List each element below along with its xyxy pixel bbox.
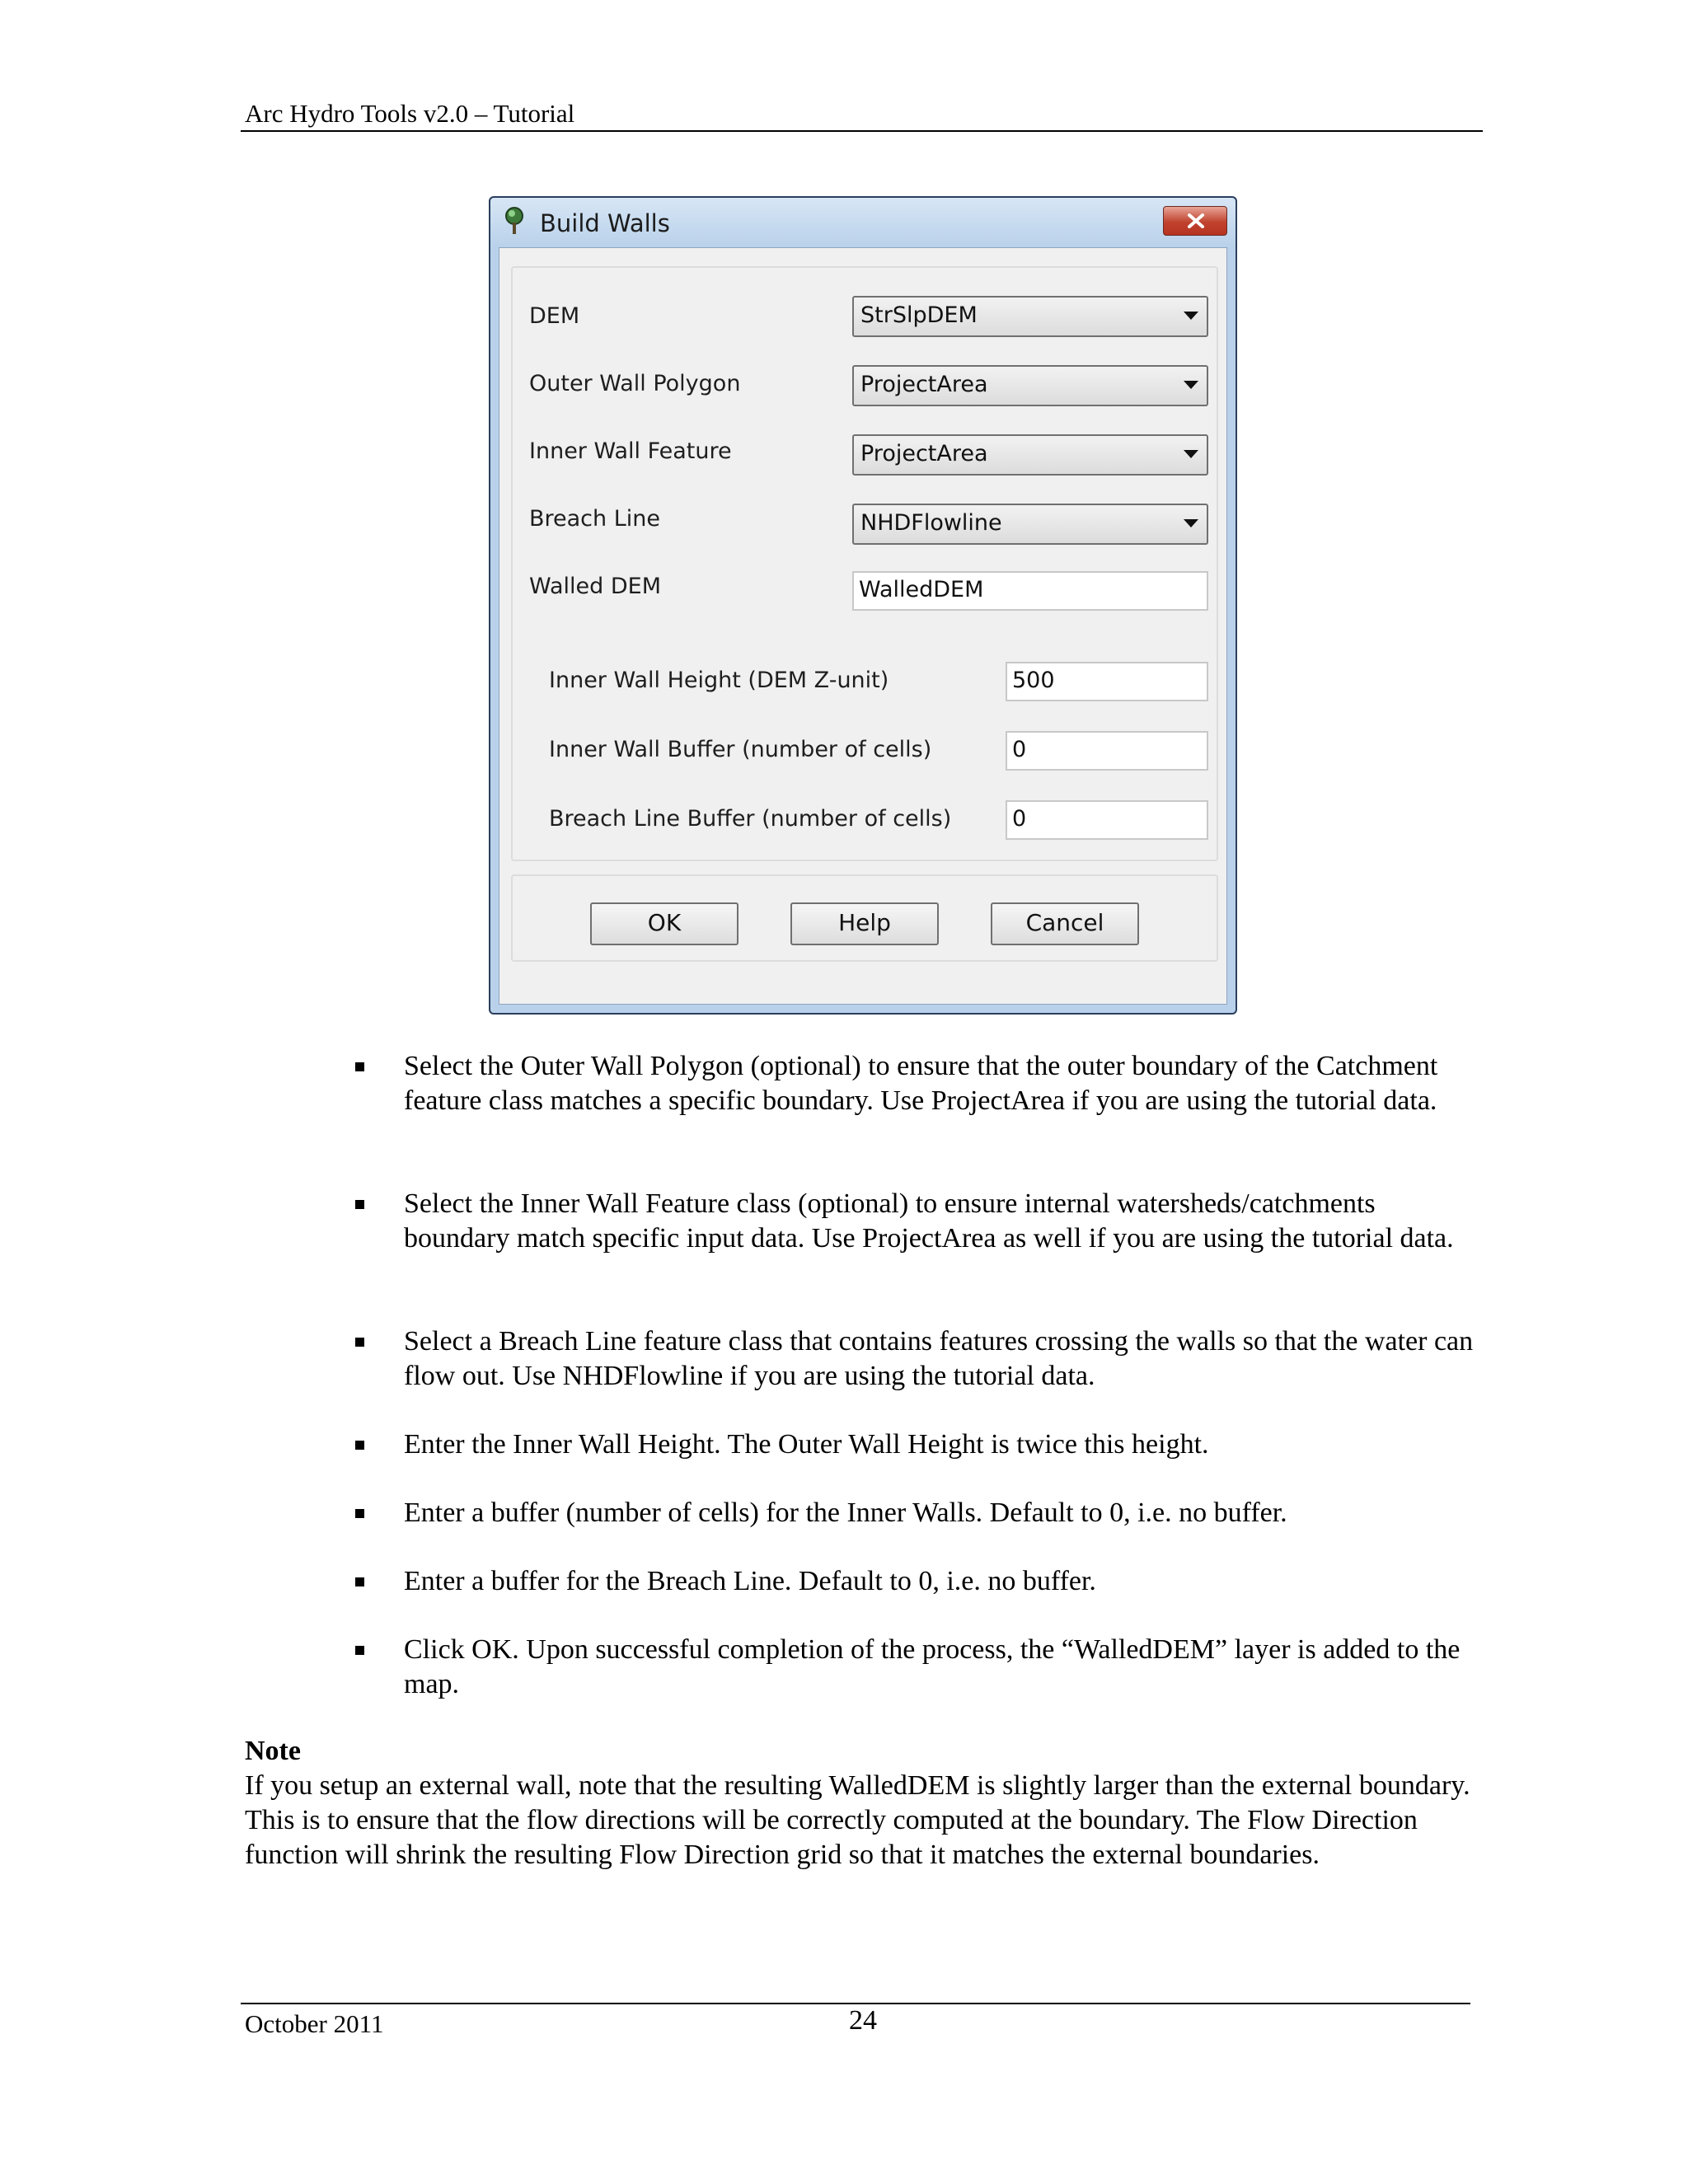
chevron-down-icon	[1184, 312, 1198, 320]
button-group	[511, 874, 1218, 962]
breach-line-label: Breach Line	[529, 506, 660, 532]
input-group	[511, 266, 1218, 861]
bullet-marker	[355, 1577, 364, 1586]
header-rule	[241, 130, 1483, 132]
inner-wall-buffer-label: Inner Wall Buffer (number of cells)	[549, 737, 932, 762]
breach-line-value: NHDFlowline	[860, 510, 1002, 536]
outer-wall-polygon-dropdown[interactable]	[852, 365, 1208, 406]
breach-line-buffer-input[interactable]: 0	[1006, 800, 1208, 840]
dialog-title: Build Walls	[540, 209, 670, 237]
list-item: Enter a buffer for the Breach Line. Default to 0, i.e. no buffer.	[404, 1566, 1096, 1596]
dem-value: StrSlpDEM	[860, 302, 978, 328]
inner-wall-feature-value: ProjectArea	[860, 441, 988, 466]
dem-label: DEM	[529, 303, 580, 329]
list-item: Select the Inner Wall Feature class (optional) to ensure internal watersheds/catchments boundary match specific input data. Use ProjectArea as well if you are using the tutorial data.	[404, 1188, 1454, 1254]
inner-wall-feature-label: Inner Wall Feature	[529, 438, 732, 464]
walled-dem-input[interactable]: WalledDEM	[852, 571, 1208, 611]
build-walls-dialog	[489, 196, 1237, 1015]
inner-wall-feature-dropdown[interactable]	[852, 434, 1208, 476]
chevron-down-icon	[1184, 519, 1198, 527]
document-header-title: Arc Hydro Tools v2.0 – Tutorial	[245, 99, 575, 128]
help-button[interactable]: Help	[790, 902, 939, 945]
list-item: Select the Outer Wall Polygon (optional) to ensure that the outer boundary of the Catchment feature class matches a specific boundary. Use ProjectArea if you are using the tutorial data.	[404, 1051, 1438, 1116]
bullet-marker	[355, 1509, 364, 1518]
close-icon	[1187, 213, 1205, 228]
bullet-marker	[355, 1062, 364, 1071]
outer-wall-polygon-label: Outer Wall Polygon	[529, 371, 741, 396]
bullet-marker	[355, 1200, 364, 1209]
chevron-down-icon	[1184, 450, 1198, 458]
dem-dropdown[interactable]	[852, 296, 1208, 337]
list-item: Enter the Inner Wall Height. The Outer Wall Height is twice this height.	[404, 1429, 1209, 1460]
note-heading: Note	[245, 1736, 301, 1766]
bullet-marker	[355, 1646, 364, 1655]
arc-hydro-icon	[502, 206, 527, 236]
dialog-client-area	[499, 247, 1227, 1005]
bullet-marker	[355, 1338, 364, 1347]
cancel-button[interactable]: Cancel	[991, 902, 1139, 945]
note-body: If you setup an external wall, note that the resulting WalledDEM is slightly larger than the external boundary. This is to ensure that the flow directions will be correctly computed at the boundary. The Flow Direction function will shrink the resulting Flow Direction grid so that it matches the external boundaries.	[245, 1770, 1470, 1870]
list-item: Select a Breach Line feature class that contains features crossing the walls so that the water can flow out. Use NHDFlowline if you are using the tutorial data.	[404, 1326, 1474, 1391]
outer-wall-polygon-value: ProjectArea	[860, 372, 988, 397]
bullet-marker	[355, 1441, 364, 1450]
list-item: Click OK. Upon successful completion of the process, the “WalledDEM” layer is added to the map.	[404, 1634, 1461, 1699]
inner-wall-height-label: Inner Wall Height (DEM Z-unit)	[549, 668, 889, 693]
list-item: Enter a buffer (number of cells) for the Inner Walls. Default to 0, i.e. no buffer.	[404, 1497, 1287, 1528]
breach-line-buffer-label: Breach Line Buffer (number of cells)	[549, 806, 952, 832]
walled-dem-label: Walled DEM	[529, 574, 661, 599]
close-button[interactable]	[1163, 206, 1227, 236]
chevron-down-icon	[1184, 381, 1198, 389]
ok-button[interactable]: OK	[590, 902, 738, 945]
page-number: 24	[849, 2005, 877, 2036]
breach-line-dropdown[interactable]	[852, 504, 1208, 545]
dialog-titlebar[interactable]	[490, 198, 1236, 247]
footer-date: October 2011	[245, 2009, 384, 2038]
inner-wall-buffer-input[interactable]: 0	[1006, 731, 1208, 771]
inner-wall-height-input[interactable]: 500	[1006, 662, 1208, 701]
